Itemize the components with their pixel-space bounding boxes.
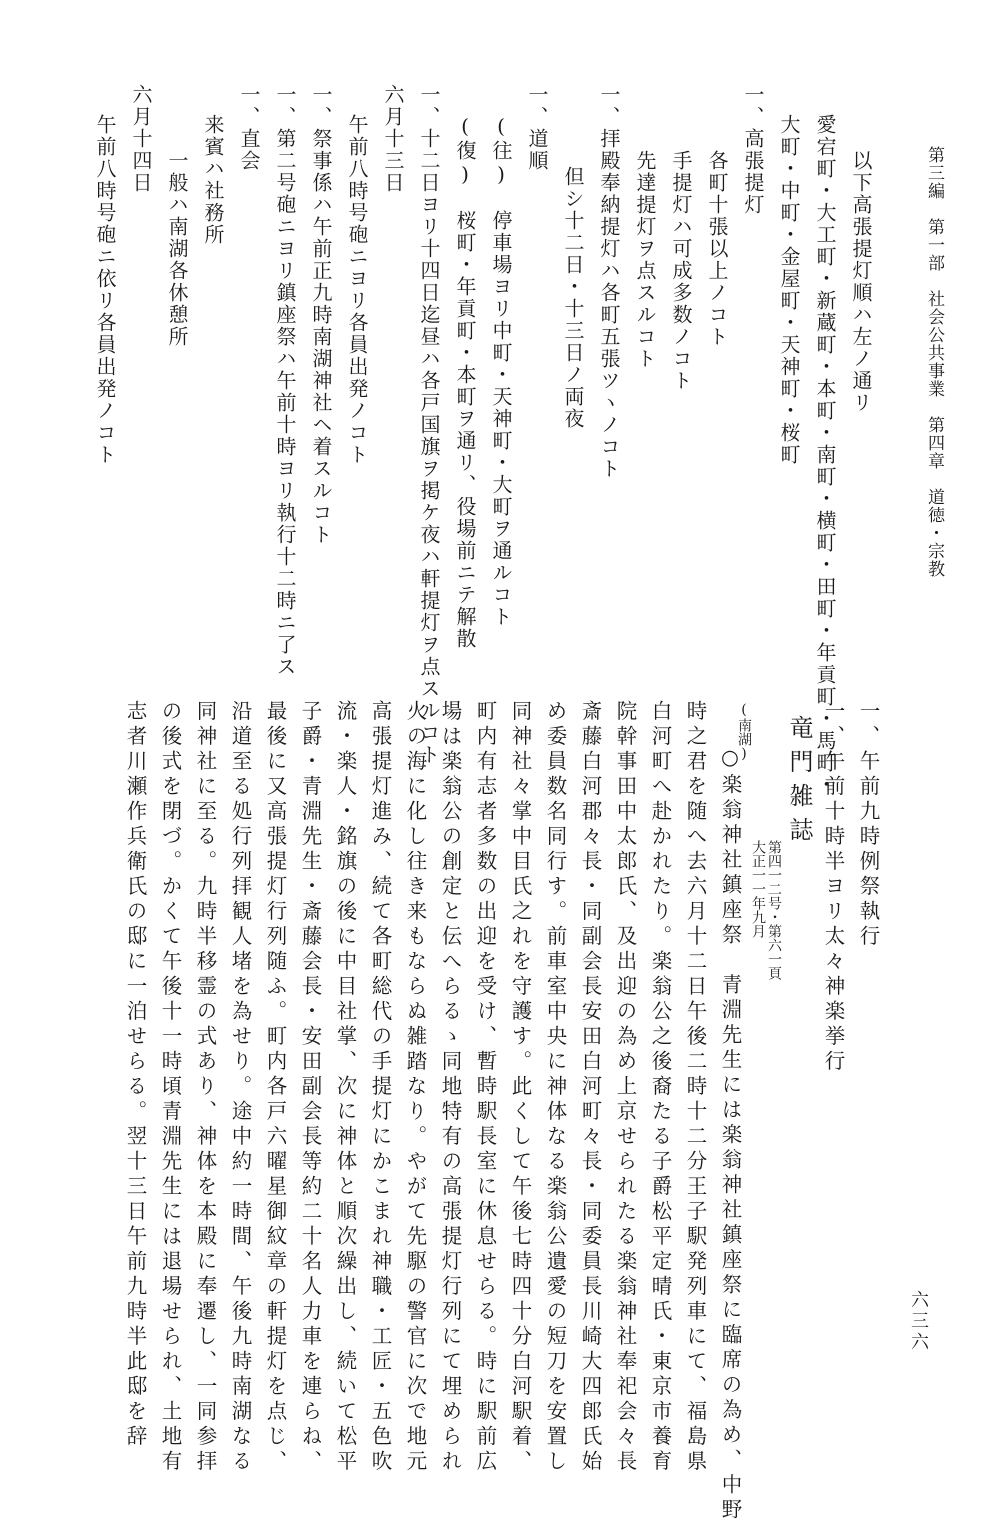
body-column: の後式を閉づ。かくて午後十一時頃青淵先生には退場せられ、土地有 [158,700,182,1475]
magazine-title: 竜門雑誌 [785,715,813,851]
body-column: 町内有志者多数の出迎を受け、暫時駅長室に休息せらる。時に駅前広 [473,700,497,1475]
lower-item: 一、午前十時半ヨリ太々神楽挙行 [821,700,845,1075]
upper-col: 但シ十二日・十三日ノ両夜 [561,166,585,430]
body-column: め委員数名同行す。前車室中央に神体なる楽翁公遺愛の短刀を安置し [543,700,567,1475]
upper-col: (復) 桜町・年貢町・本町ヲ通リ、役場前ニテ解散 [453,114,477,650]
upper-col: 一、祭事係ハ午前正九時南湖神社ヘ着スルコト [309,84,333,546]
upper-col: 午前八時号砲ニ依リ各員出発ノコト [93,114,117,466]
upper-col: 各町十張以上ノコト [705,150,729,348]
upper-col: 六月十四日 [129,84,153,194]
upper-col: 一、高張提灯 [741,84,765,216]
upper-col: 以下高張提灯順ハ左ノ通リ [849,150,873,414]
upper-col: 一、直会 [237,84,261,172]
upper-col: 一、道順 [525,84,549,172]
upper-col: 愛宕町・大工町・新蔵町・本町・南町・横町・田町・年貢町・馬町・ [813,114,837,796]
body-column: 最後に又高張提灯行列随ふ。町内各戸六曜星御紋章の軒提灯を点じ、 [263,700,287,1475]
body-column: ○楽翁神社鎮座祭 青淵先生には楽翁神社鎮座祭に臨席の為め、中野 [718,745,742,1524]
upper-col: 来賓ハ社務所 [201,114,225,246]
body-column: 時之君を随へ去六月十二日午後二時十二分王子駅発列車にて、福島県 [683,700,707,1475]
body-column: 院幹事田中太郎氏、及出迎の為め上京せられたる楽翁神社奉祀会々長 [613,700,637,1475]
upper-col: 一、第二号砲ニヨリ鎮座祭ハ午前十時ヨリ執行十二時ニ了ス [273,84,297,678]
upper-col: 先達提灯ヲ点スルコト [633,150,657,370]
magazine-ref-issue: 第四一二号・第六一頁 [766,840,782,980]
body-column: 同神社々掌中目氏之れを守護す。此くして午後七時四十分白河駅着、 [508,700,532,1475]
lower-item: 一、午前九時例祭執行 [856,700,880,950]
body-column: 流・楽人・銘旗の後に中目社掌、次に神体と順次繰出し、続いて松平 [333,700,357,1475]
upper-col: 手提灯ハ可成多数ノコト [669,150,693,392]
upper-col: 一、十二日ヨリ十四日迄昼ハ各戸国旗ヲ掲ケ夜ハ軒提灯ヲ点スルコト [417,84,441,766]
running-head: 第三編 第一部 社会公共事業 第四章 道徳・宗教 [924,146,944,578]
body-column: 場は楽翁公の創定と伝へらるゝ同地特有の高張提灯行列にて埋められ [438,700,462,1475]
upper-col: 一、拝殿奉納提灯ハ各町五張ツヽノコト [597,84,621,480]
gloss-annotation: (南湖) [736,702,752,762]
body-column: 白河町へ赴かれたり。楽翁公之後裔たる子爵松平定晴氏・東京市養育 [648,700,672,1475]
upper-col: (往) 停車場ヨリ中町・天神町・大町ヲ通ルコト [489,114,513,628]
body-column: 斎藤白河郡々長・同副会長安田白河町々長・同委員長川崎大四郎氏始 [578,700,602,1475]
upper-col: 六月十三日 [381,84,405,194]
body-column: 火の海に化し往き来もならぬ雑踏なり。やがて先駆の警官に次で地元 [403,700,427,1475]
body-column: 沿道至る処行列拝観人堵を為せり。途中約一時間、午後九時南湖なる [228,700,252,1475]
magazine-ref-date: 大正一一年九月 [750,840,766,938]
magazine-heading [782,715,817,851]
upper-col: 大町・中町・金屋町・天神町・桜町 [777,114,801,466]
body-column: 高張提灯進み、続て各町総代の手提灯にかこまれ神職・工匠・五色吹 [368,700,392,1475]
upper-col: 午前八時号砲ニヨリ各員出発ノコト [345,114,369,466]
body-column: 子爵・青淵先生・斎藤会長・安田副会長等約二十名人力車を連らね、 [298,700,322,1475]
body-column: 同神社に至る。九時半移霊の式あり、神体を本殿に奉遷し、一同参拝 [193,700,217,1475]
upper-col: 一般ハ南湖各休憩所 [165,150,189,348]
page-number: 六三六 [908,1290,929,1353]
body-column: 志者川瀬作兵衛氏の邸に一泊せらる。翌十三日午前九時半此邸を辞 [123,700,147,1450]
